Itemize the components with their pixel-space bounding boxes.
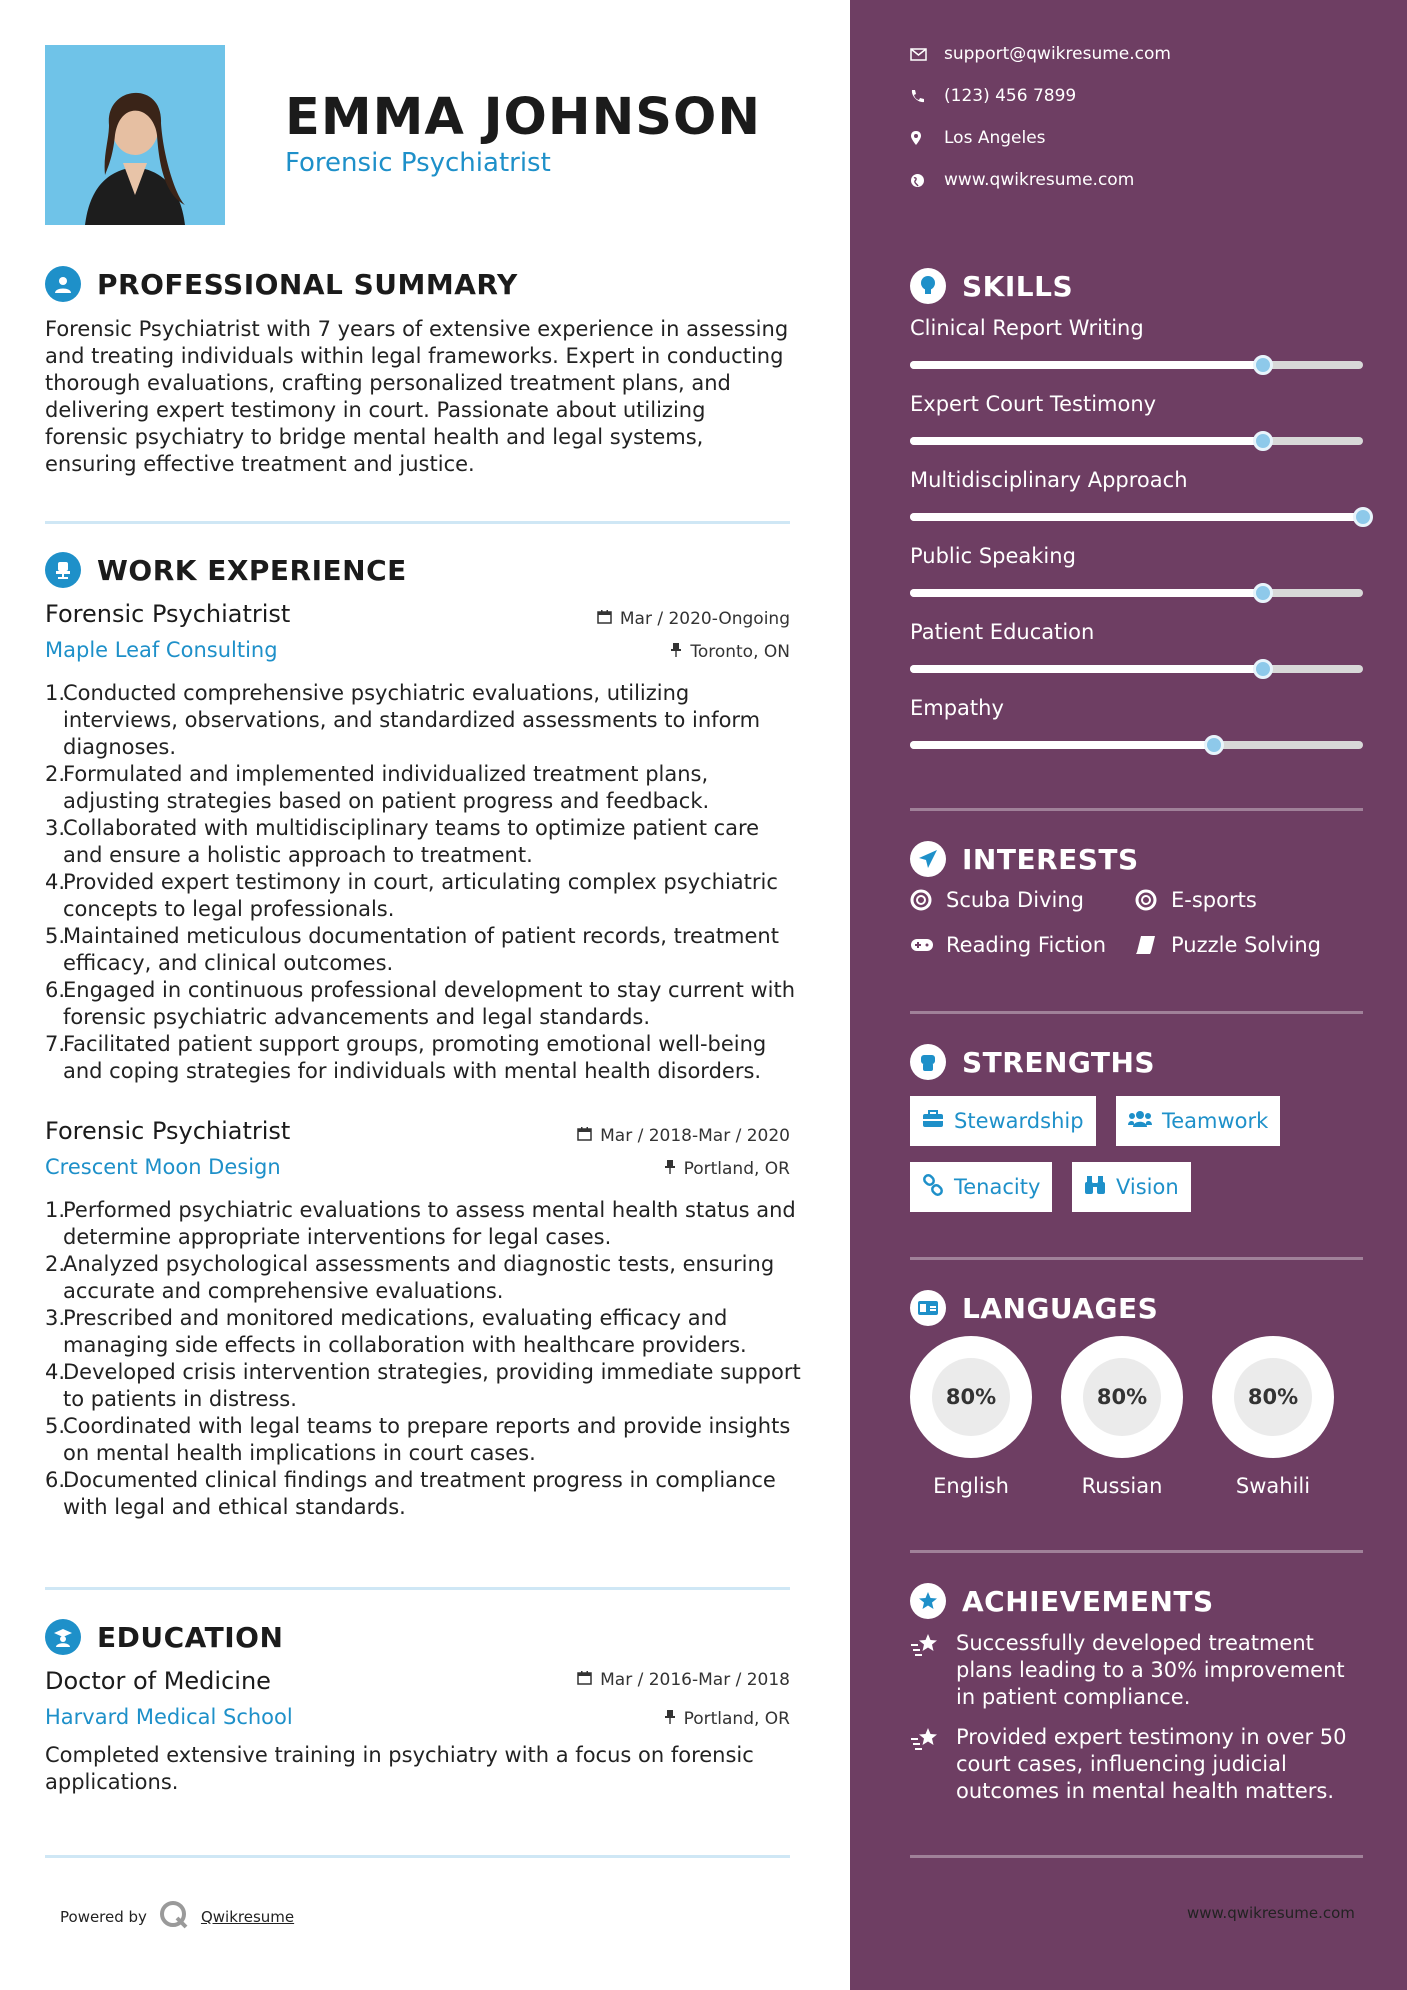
interest-item: [910, 933, 1106, 957]
skill-label: Multidisciplinary Approach: [910, 468, 1188, 492]
star-icon: [910, 1583, 946, 1619]
skill-bar-fill: [910, 361, 1263, 369]
contact-phone-text: (123) 456 7899: [944, 86, 1077, 106]
translate-icon: [910, 1290, 946, 1326]
envelope-icon: [910, 48, 944, 61]
contact-location: [910, 128, 1046, 148]
lightbulb-icon: [910, 268, 946, 304]
strength-label: Vision: [1116, 1175, 1179, 1199]
job-title: Forensic Psychiatrist: [45, 600, 291, 628]
strength-label: Teamwork: [1162, 1109, 1269, 1133]
globe-icon: [910, 173, 944, 188]
language-percent: 80%: [1083, 1358, 1161, 1436]
book-icon: [1135, 935, 1171, 955]
language-ring: [1212, 1336, 1334, 1458]
school-name: Harvard Medical School: [45, 1705, 293, 1729]
user-icon: [45, 266, 81, 302]
powered-by-label: Powered by: [60, 1908, 147, 1926]
work-heading: [45, 552, 407, 588]
contact-location-text: Los Angeles: [944, 128, 1046, 148]
interests-title: INTERESTS: [962, 842, 1139, 876]
lifebuoy-icon: [1135, 889, 1171, 911]
job-location-text: Toronto, ON: [690, 642, 790, 662]
map-pin-icon: [910, 130, 944, 146]
strength-tag: [1072, 1162, 1191, 1212]
job-duties: [45, 680, 805, 1085]
skill-bar: [910, 361, 1363, 369]
achievement-item: [910, 1630, 1360, 1711]
candidate-name: EMMA JOHNSON: [285, 88, 762, 147]
strength-label: Stewardship: [954, 1109, 1084, 1133]
divider: [45, 521, 790, 524]
skill-bar: [910, 437, 1363, 445]
skill-bar: [910, 589, 1363, 597]
list-item: 2. Analyzed psychological assessments and diagnostic tests, ensuring accurate and comprehensive evaluations.: [45, 1252, 775, 1303]
job-company: Crescent Moon Design: [45, 1155, 281, 1179]
language-item: [1061, 1336, 1183, 1498]
education-location: [664, 1709, 790, 1729]
job-title: Forensic Psychiatrist: [45, 1117, 291, 1145]
footer-website[interactable]: www.qwikresume.com: [1187, 1904, 1355, 1922]
education-heading: [45, 1619, 283, 1655]
list-item: 4. Provided expert testimony in court, articulating complex psychiatric concepts to legal professionals.: [45, 870, 778, 921]
contact-website-text: www.qwikresume.com: [944, 170, 1135, 190]
achievement-text: Provided expert testimony in over 50 court cases, influencing judicial outcomes in mental health matters.: [956, 1725, 1347, 1803]
list-item: 1. Conducted comprehensive psychiatric evaluations, utilizing interviews, observations, and standardized assessments to inform diagnoses.: [45, 681, 761, 759]
skill-bar: [910, 741, 1363, 749]
profile-photo: [45, 45, 225, 225]
list-item: 3. Prescribed and monitored medications, evaluating efficacy and managing side effects in collaboration with healthcare providers.: [45, 1306, 747, 1357]
language-ring: [910, 1336, 1032, 1458]
link-icon: [922, 1174, 944, 1201]
skill-bar: [910, 513, 1363, 521]
footer-powered-by: [60, 1900, 294, 1934]
strength-tag: [1116, 1096, 1280, 1146]
list-item: 5. Maintained meticulous documentation of patient records, treatment efficacy, and clinical outcomes.: [45, 924, 779, 975]
education-title: EDUCATION: [97, 1620, 284, 1654]
divider: [45, 1587, 790, 1590]
language-item: [1212, 1336, 1334, 1498]
contact-email[interactable]: [910, 44, 1171, 64]
interest-label: Scuba Diving: [946, 888, 1084, 912]
skill-level-knob: [1204, 735, 1224, 755]
interest-item: [1135, 933, 1321, 957]
job-company: Maple Leaf Consulting: [45, 638, 278, 662]
work-title: WORK EXPERIENCE: [97, 553, 407, 587]
shooting-star-icon: [910, 1724, 956, 1805]
education-date: [577, 1670, 790, 1690]
strength-tag: [910, 1096, 1096, 1146]
summary-title: PROFESSIONAL SUMMARY: [97, 267, 518, 301]
candidate-role: Forensic Psychiatrist: [285, 148, 551, 178]
job-location-text: Portland, OR: [683, 1159, 790, 1179]
binoculars-icon: [1084, 1175, 1106, 1200]
shooting-star-icon: [910, 1630, 956, 1711]
list-item: 4. Developed crisis intervention strategies, providing immediate support to patients in distress.: [45, 1360, 801, 1411]
skill-bar-fill: [910, 741, 1214, 749]
languages-heading: [910, 1290, 1158, 1326]
interests-heading: [910, 841, 1139, 877]
divider: [910, 1855, 1363, 1858]
interest-label: Puzzle Solving: [1171, 933, 1321, 957]
interest-label: Reading Fiction: [946, 933, 1107, 957]
languages-title: LANGUAGES: [962, 1291, 1159, 1325]
language-percent: 80%: [932, 1358, 1010, 1436]
calendar-icon: [577, 1126, 592, 1146]
language-name: English: [933, 1474, 1009, 1498]
contact-phone[interactable]: [910, 86, 1076, 106]
list-item: 1. Performed psychiatric evaluations to assess mental health status and determine appropriate interventions for legal cases.: [45, 1198, 796, 1249]
interest-item: [1135, 888, 1257, 912]
lifebuoy-icon: [910, 889, 946, 911]
divider: [910, 808, 1363, 811]
strength-label: Tenacity: [954, 1175, 1041, 1199]
achievement-item: [910, 1724, 1360, 1805]
job-date: [597, 609, 790, 629]
list-item: 5. Coordinated with legal teams to prepare reports and provide insights on mental health implications in court cases.: [45, 1414, 791, 1465]
job-location: [664, 1159, 790, 1179]
strength-tag: [910, 1162, 1052, 1212]
skill-bar-fill: [910, 437, 1263, 445]
achievements-heading: [910, 1583, 1214, 1619]
pin-icon: [670, 642, 682, 662]
language-name: Swahili: [1235, 1474, 1311, 1498]
skills-heading: [910, 268, 1073, 304]
qwikresume-logo-icon: [159, 1900, 189, 1934]
language-ring: [1061, 1336, 1183, 1458]
education-location-text: Portland, OR: [683, 1709, 790, 1729]
divider: [45, 1855, 790, 1858]
strengths-title: STRENGTHS: [962, 1045, 1156, 1079]
divider: [910, 1257, 1363, 1260]
achievements-title: ACHIEVEMENTS: [962, 1584, 1214, 1618]
skill-bar-fill: [910, 589, 1263, 597]
list-item: 6. Engaged in continuous professional development to stay current with forensic psychiatric advancements and legal standards.: [45, 978, 796, 1029]
skill-label: Patient Education: [910, 620, 1095, 644]
skill-bar-fill: [910, 665, 1263, 673]
summary-heading: [45, 266, 518, 302]
job-duties: [45, 1197, 805, 1521]
calendar-icon: [577, 1670, 592, 1690]
job-date-text: Mar / 2020-Ongoing: [619, 609, 790, 629]
gamepad-icon: [910, 937, 946, 953]
achievement-text: Successfully developed treatment plans leading to a 30% improvement in patient compliance.: [956, 1631, 1345, 1709]
list-item: 3. Collaborated with multidisciplinary teams to optimize patient care and ensure a holistic approach to treatment.: [45, 816, 760, 867]
degree-title: Doctor of Medicine: [45, 1667, 271, 1695]
skill-bar-fill: [910, 513, 1363, 521]
summary-text: Forensic Psychiatrist with 7 years of extensive experience in assessing and treating individuals within legal frameworks. Expert in conducting thorough evaluations, crafting personalized treatment plans, and delivering expert testimony in court. Passionate about utilizing forensic psychiatry to bridge mental health and legal systems, ensuring effective treatment and justice.: [45, 317, 789, 476]
skill-label: Public Speaking: [910, 544, 1076, 568]
language-name: Russian: [1081, 1474, 1163, 1498]
contact-email-text: support@qwikresume.com: [944, 44, 1171, 64]
interest-item: [910, 888, 1084, 912]
fist-icon: [910, 1044, 946, 1080]
briefcase-icon: [922, 1109, 944, 1133]
phone-icon: [910, 89, 944, 104]
list-item: 2. Formulated and implemented individualized treatment plans, adjusting strategies based on patient progress and feedback.: [45, 762, 710, 813]
skill-label: Empathy: [910, 696, 1004, 720]
interest-label: E-sports: [1171, 888, 1257, 912]
contact-website[interactable]: [910, 170, 1134, 190]
divider: [910, 1011, 1363, 1014]
users-icon: [1128, 1109, 1152, 1133]
skill-bar: [910, 665, 1363, 673]
paper-plane-icon: [910, 841, 946, 877]
skill-label: Expert Court Testimony: [910, 392, 1157, 416]
education-text: Completed extensive training in psychiatry with a focus on forensic applications.: [45, 1743, 754, 1794]
chair-icon: [45, 552, 81, 588]
skill-label: Clinical Report Writing: [910, 316, 1144, 340]
graduate-icon: [45, 1619, 81, 1655]
job-location: [670, 642, 790, 662]
strengths-heading: [910, 1044, 1155, 1080]
education-date-text: Mar / 2016-Mar / 2018: [600, 1670, 790, 1690]
list-item: 7. Facilitated patient support groups, promoting emotional well-being and coping strategies for individuals with mental health disorders.: [45, 1032, 767, 1083]
divider: [910, 1550, 1363, 1553]
skill-level-knob: [1353, 507, 1373, 527]
pin-icon: [664, 1709, 676, 1729]
job-date-text: Mar / 2018-Mar / 2020: [600, 1126, 790, 1146]
pin-icon: [664, 1159, 676, 1179]
skills-title: SKILLS: [962, 269, 1074, 303]
list-item: 6. Documented clinical findings and treatment progress in compliance with legal and ethical standards.: [45, 1468, 776, 1519]
job-date: [577, 1126, 790, 1146]
calendar-icon: [597, 609, 612, 629]
language-percent: 80%: [1234, 1358, 1312, 1436]
qwikresume-link[interactable]: Qwikresume: [200, 1908, 295, 1926]
language-item: [910, 1336, 1032, 1498]
